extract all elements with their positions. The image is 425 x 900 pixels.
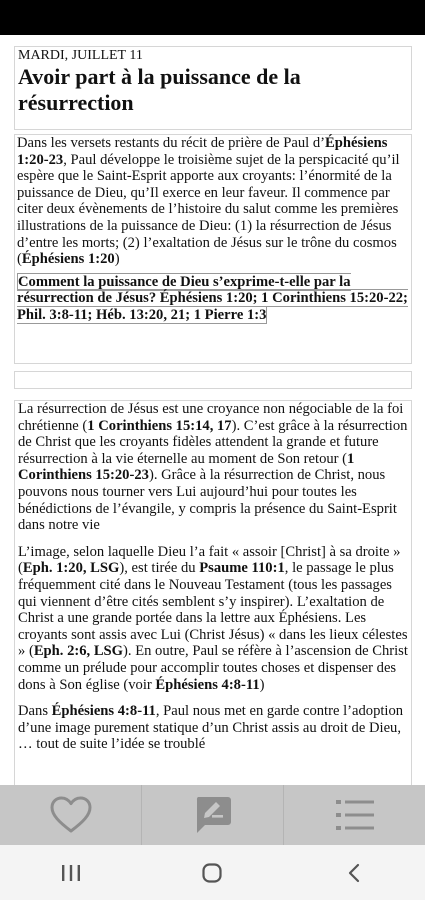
recent-apps-button[interactable] [41, 853, 101, 893]
lesson-header [14, 46, 412, 130]
intro-paragraph [17, 135, 409, 268]
scripture-reference[interactable]: 1 Corinthiens 15:20-23 [18, 450, 355, 484]
body-text: ) [259, 676, 265, 693]
scripture-reference[interactable]: Éphésiens 1:20 [21, 251, 115, 268]
body-text: , Paul nous met en garde contre l’adoption d’une image purement statique d’un Christ assis au droit de Dieu, … tout de suite l’idée se troublé [18, 703, 404, 753]
list-icon [334, 797, 376, 833]
scripture-reference[interactable]: Psaume 110:1 [199, 560, 285, 577]
scripture-reference[interactable]: Éphésiens 1:20-23 [17, 135, 388, 168]
intro-text: ) [114, 251, 120, 268]
body-text: Dans [18, 703, 52, 720]
home-icon [201, 862, 223, 884]
status-bar [0, 0, 425, 35]
system-navigation-bar [0, 845, 425, 900]
body-text: ). C’est grâce à la résurrection de Christ que les croyants fidèles attendent la grande et future résurrection à la vie éternelle au moment de Son retour ( [18, 417, 408, 467]
lesson-title: Avoir part à la puissance de la résurrection [18, 64, 301, 115]
scripture-reference[interactable]: Éphésiens 4:8-11 [51, 703, 156, 720]
intro-text: Dans les versets restants du récit de prière de Paul d’ [17, 135, 325, 151]
intro-text: , Paul développe le troisième sujet de la perspicacité qu’il espère que le Saint-Esprit apporte aux croyants: l’énormité de la puissance de Dieu, qu’Il exerce en leur faveur. Il commence par citer deux évènements de l’histoire du salut comme les premières illustrations de la puissance de Dieu: (1) la résurrection de Jésus d’entre les morts; (2) l’exaltation de Jésus sur le trône du cosmos ( [17, 151, 400, 268]
body-text: , le passage le plus fréquemment cité dans le Nouveau Testament (tous les passages qui viennent d’être cités semblent s’y inspirer). L’exaltation de Christ a une grande portée dans la lettre aux Éphésiens. Les croyants sont assis avec Lui (Christ Jésus) « dans les lieux célestes » ( [18, 560, 408, 660]
body-text: ). En outre, Paul se réfère à l’ascension de Christ comme un prélude pour accomplir toutes choses et dispenser des dons à Son église (voir [18, 643, 408, 693]
bottom-tab-bar [0, 785, 425, 845]
question-text[interactable]: Comment la puissance de Dieu s’exprime-t-elle par la résurrection de Jésus? Éphésiens 1:20; 1 Corinthiens 15:20-22; Phil. 3:8-11; Héb. 13:20, 21; 1 Pierre 1:3 [17, 273, 408, 323]
contents-button[interactable] [283, 785, 425, 845]
body-text: ), est tirée du [119, 560, 200, 577]
study-question [17, 274, 409, 324]
scripture-reference[interactable]: Éphésiens 4:8-11 [155, 676, 260, 693]
notes-button[interactable] [141, 785, 283, 845]
back-button[interactable] [324, 853, 384, 893]
home-button[interactable] [182, 853, 242, 893]
body-text: L’image, selon laquelle Dieu l’a fait « assoir [Christ] à sa droite » ( [18, 543, 401, 577]
body-text: La résurrection de Jésus est une croyance non négociable de la foi chrétienne ( [18, 401, 404, 434]
back-icon [347, 863, 361, 883]
favorite-button[interactable] [0, 785, 141, 845]
intro-section [14, 134, 412, 364]
edit-note-icon [192, 794, 234, 836]
body-paragraph [18, 401, 408, 534]
body-section [14, 400, 412, 785]
body-text: ). Grâce à la résurrection de Christ, nous pouvons nous tourner vers Lui aujourd’hui pour toutes les bénédictions de l’évangile, y compris la présence du Saint-Esprit dans notre vie [18, 467, 397, 534]
lesson-date: MARDI, JUILLET 11 [18, 48, 143, 63]
body-paragraph [18, 703, 408, 753]
body-paragraph [18, 544, 408, 693]
lesson-content[interactable] [0, 35, 425, 785]
recent-apps-icon [60, 864, 82, 882]
heart-icon [49, 795, 93, 835]
answer-field[interactable] [14, 371, 412, 389]
scripture-reference[interactable]: Eph. 2:6, LSG [33, 643, 124, 660]
scripture-reference[interactable]: 1 Corinthiens 15:14, 17 [87, 417, 232, 434]
scripture-reference[interactable]: Eph. 1:20, LSG [22, 560, 120, 577]
